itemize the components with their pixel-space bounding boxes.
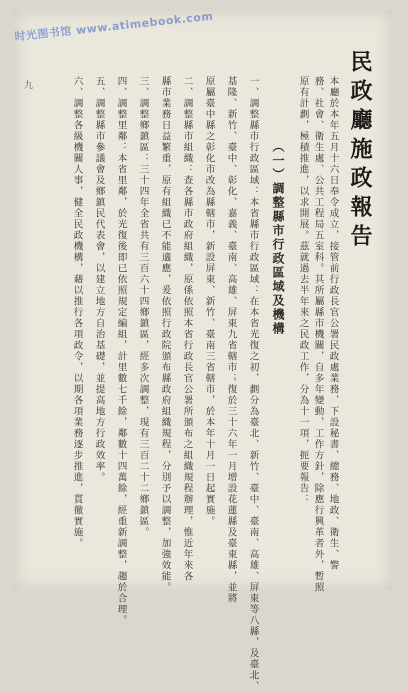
document-title: 民政廳施政報告 — [347, 50, 373, 253]
section-column-6: 三、調整鄉鎮區：三十四年全省共有三百六十四鄉鎮區，經多次調整，現有三百二十二鄉鎮區。 — [137, 76, 149, 538]
section-column-4: 二、調整縣市組織：查各縣市政府組織，原係依照本省行政長官公署所頒布之組織規程辦理，惟近年來各 — [181, 76, 193, 582]
intro-column-1: 本廳於本年五月十六日奉令成立，接管前行政長官公署民政處業務，下設秘書、總務、地政、衛生、警 — [327, 76, 339, 571]
section-column-5: 縣市業務日益繁重，原有組織已不能適應，爰依照行政院頒布縣政府組織規程，分別予以調整，加強效能。 — [159, 76, 171, 593]
document-page — [13, 9, 392, 692]
section-column-2: 基隆、新竹、臺中、彰化、嘉義、臺南、高雄、屏東九省轄市；復於三十六年一月增設花蓮縣及臺東縣，並將 — [225, 76, 237, 604]
section-column-8: 五、調整縣市參議會及鄉鎮民代表會，以建立地方自治基礎，並提高地方行政效率。 — [93, 76, 105, 483]
section-heading: （一）調整縣市行政區域及機構 — [271, 140, 285, 336]
section-column-3: 原屬臺中縣之彰化市改為縣轄市，新設屏東、新竹、臺南三省轄市，於本年十月一日起實施。 — [203, 76, 215, 527]
site-watermark: 时光图书馆 www.atimebook.com — [13, 9, 214, 44]
page-number: 九 — [24, 81, 34, 91]
section-column-7: 四、調整里鄰：本省里鄰，於光復後即已依照規定編組，計里數七千餘，鄰數十四萬餘，經重新調整，趨於合理。 — [115, 76, 127, 626]
intro-column-2: 務、社會、衛生處、公共工程局五室科。其所屬縣市機關，自多年變動，工作方針，除應行興革者外，暫照 — [312, 76, 324, 593]
section-column-9: 六、調整各級機關人事，健全民政機構，藉以推行各項政令，以期各項業務逐步推進，貫徹實施。 — [71, 76, 83, 549]
section-column-1: 一、調整縣市行政區域：本省縣市行政區域：在本省光復之初，劃分為臺北、新竹、臺中、臺南、高雄、屏東等八縣，及臺北、 — [247, 76, 259, 692]
intro-column-3: 原有計劃，極積推進，以求開展。茲就過去半年來之民政工作，分為十一項，扼要報告： — [297, 76, 309, 505]
